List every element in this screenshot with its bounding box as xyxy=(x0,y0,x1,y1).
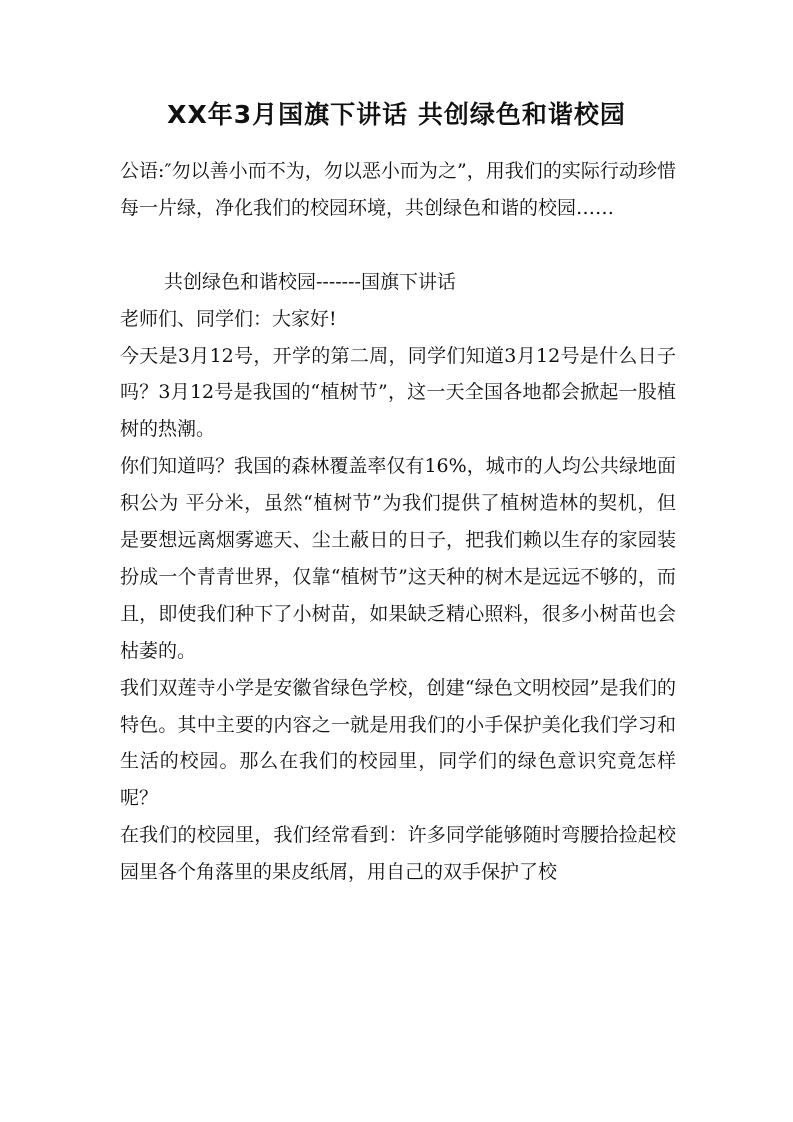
document-body xyxy=(120,153,676,891)
blank-line xyxy=(120,227,676,264)
body-paragraph: 今天是3月12号，开学的第二周，同学们知道3月12号是什么日子吗？3月12号是我国的“植树节”，这一天全国各地都会掀起一股植树的热潮。 xyxy=(120,344,676,441)
speech-subheading: 共创绿色和谐校园-------国旗下讲话 xyxy=(164,270,456,293)
greeting-paragraph: 老师们、同学们：大家好! xyxy=(120,307,337,330)
body-paragraph: 在我们的校园里，我们经常看到：许多同学能够随时弯腰拾捡起校园里各个角落里的果皮纸屑，用自己的双手保护了校 xyxy=(120,824,676,884)
document-title: XX年3月国旗下讲话 共创绿色和谐校园 xyxy=(167,100,626,129)
intro-paragraph: 公语:″勿以善小而不为，勿以恶小而为之”，用我们的实际行动珍惜每一片绿，净化我们的校园环境，共创绿色和谐的校园…… xyxy=(120,160,676,219)
body-paragraph: 你们知道吗？我国的森林覆盖率仅有16%，城市的人均公共绿地面积公为 平分米，虽然“植树节”为我们提供了植树造林的契机，但是要想远离烟雾遮天、尘土蔽日的日子，把我们赖以生存的家园装扮成一个青青世界，仅靠“植树节”这天种的树木是远远不够的，而且，即使我们种下了小树苗，如果缺乏精心照料，很多小树苗也会枯萎的。 xyxy=(120,455,676,662)
body-paragraph: 我们双莲寺小学是安徽省绿色学校，创建“绿色文明校园”是我们的特色。其中主要的内容之一就是用我们的小手保护美化我们学习和生活的校园。那么在我们的校园里，同学们的绿色意识究竟怎样呢？ xyxy=(120,676,676,810)
